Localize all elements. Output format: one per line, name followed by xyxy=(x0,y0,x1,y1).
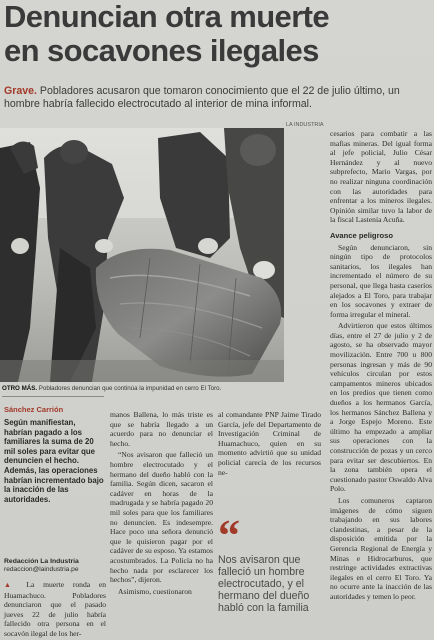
col2-paragraph: Asimismo, cuestionaron xyxy=(118,586,192,596)
quote-mark-icon: “ xyxy=(218,511,240,560)
pull-quote xyxy=(218,511,330,614)
pull-quote-text: Nos avisaron que falleció un hombre electrocutado, y el hermano del dueño habló con la familia xyxy=(218,554,310,614)
caption-text: Pobladores denuncian que continúa la impunidad en cerro El Toro. xyxy=(37,385,222,392)
summary-box: Según manifiestan, habrían pagado a los familiares la suma de 20 mil soles para evitar que denuncien el hecho. Además, las operaciones habrían incrementado bajo la inacción de las autoridades. xyxy=(4,418,104,504)
article-column-4 xyxy=(330,129,432,604)
caption-label: OTRO MÁS. xyxy=(2,385,38,392)
col2-paragraph: “Nos avisaron que falleció un hombre electrocutado y el hermano del dueño habló con la familia. Según dicen, sacaron el cadáver en horas de la madrugada y se habría pagado 20 mil soles para que los familiares no denuncien. Es indesempre. Hace poco una señora denunció que le quisieron pagar por el cadáver de su esposo. Ya estamos acostumbrados. La Policía no ha hecho nada por esclarecer los hechos”, dijeron. xyxy=(110,450,213,585)
article-column-3 xyxy=(218,410,321,479)
headline-line-2: en socavones ilegales xyxy=(4,33,319,68)
photo-credit: LA INDUSTRIA xyxy=(286,122,324,128)
news-photo xyxy=(0,128,284,382)
col3-paragraph: al comandante PNP Jaime Tirado García, jefe del Departamento de Investigación Criminal de Huamachuco, quien en su momento advirtió que su unidad policial carecía de los recursos ne- xyxy=(218,410,321,477)
author-block xyxy=(4,558,79,574)
author-name: Redacción La Industria xyxy=(4,558,79,565)
headline-line-1: Denuncian otra muerte xyxy=(4,0,330,34)
article-column-2 xyxy=(110,410,213,598)
location-byline: Sánchez Carrión xyxy=(4,405,64,414)
photo-caption xyxy=(2,385,284,392)
triangle-icon: ▲ xyxy=(4,581,18,589)
lead-text: Pobladores acusaron que tomaron conocimiento que el 22 de julio último, un hombre habría fallecido electrocutado al interior de mina informal. xyxy=(4,85,400,110)
headline xyxy=(4,0,434,68)
lead-paragraph xyxy=(4,85,432,111)
col4-paragraph: Según denunciaron, sin ningún tipo de protocolos sanitarios, los ilegales han incrementado el número de su personal, que llega hasta caseríos alejados a El Toro, para trabajar en los socavones y extraer de forma irregular el mineral. xyxy=(330,242,432,319)
article-column-1 xyxy=(4,580,106,640)
col2-paragraph: manos Ballena, lo más triste es que se habría llegado a un acuerdo para no denunciar el hecho. xyxy=(110,410,213,448)
subheading: Avance peligroso xyxy=(330,230,394,240)
divider xyxy=(2,396,104,397)
col1-text: La muerte ronda en Huamachuco. Pobladores denunciaron que el pasado jueves 22 de julio habría fallecido otra persona en el socavón ilegal de los her- xyxy=(4,580,106,638)
author-email: redaccion@laindustria.pe xyxy=(4,566,79,573)
col4-paragraph: Advirtieron que estos últimos días, entre el 27 de julio y 2 de agosto, se ha observado mayor movilización. Entre 700 u 800 personas ingresan y más de 90 vehículos circulan por estos campamentos mineros ubicados en los predios que tienen como dueños a los hermanos García, los hermanos Sánchez Ballena y a Jorge Espejo Moreno. Este último ha empezado a ampliar sus operaciones con la construcción de pozas y un cerco para evitar ser descubiertos. En la zona también opera el cuestionado pastor Oswaldo Alva Polo. xyxy=(330,321,432,494)
col4-paragraph: Los comuneros captaron imágenes de cómo siguen trabajando en sus labores clandestinas, a pesar de la disposición emitida por la Gerencia Regional de Energía y Minas e Hidrocarburos, que restringe actividades extractivas ilegales en el cerro El Toro. Ya no ocurre ante la inacción de las autoridades y temen lo peor. xyxy=(330,495,432,601)
lead-kicker: Grave. xyxy=(4,85,37,97)
col4-paragraph: cesarios para combatir a las mafias mineras. Del igual forma al jefe policial, Julio César Hernández y al nuevo subprefecto, Mario Vargas, por no realizar ninguna coordinación con las autoridades para enfrentar a los mineros ilegales. Opinión similar tuvo la labor de la fiscal Lastenia Acuña. xyxy=(330,129,432,225)
